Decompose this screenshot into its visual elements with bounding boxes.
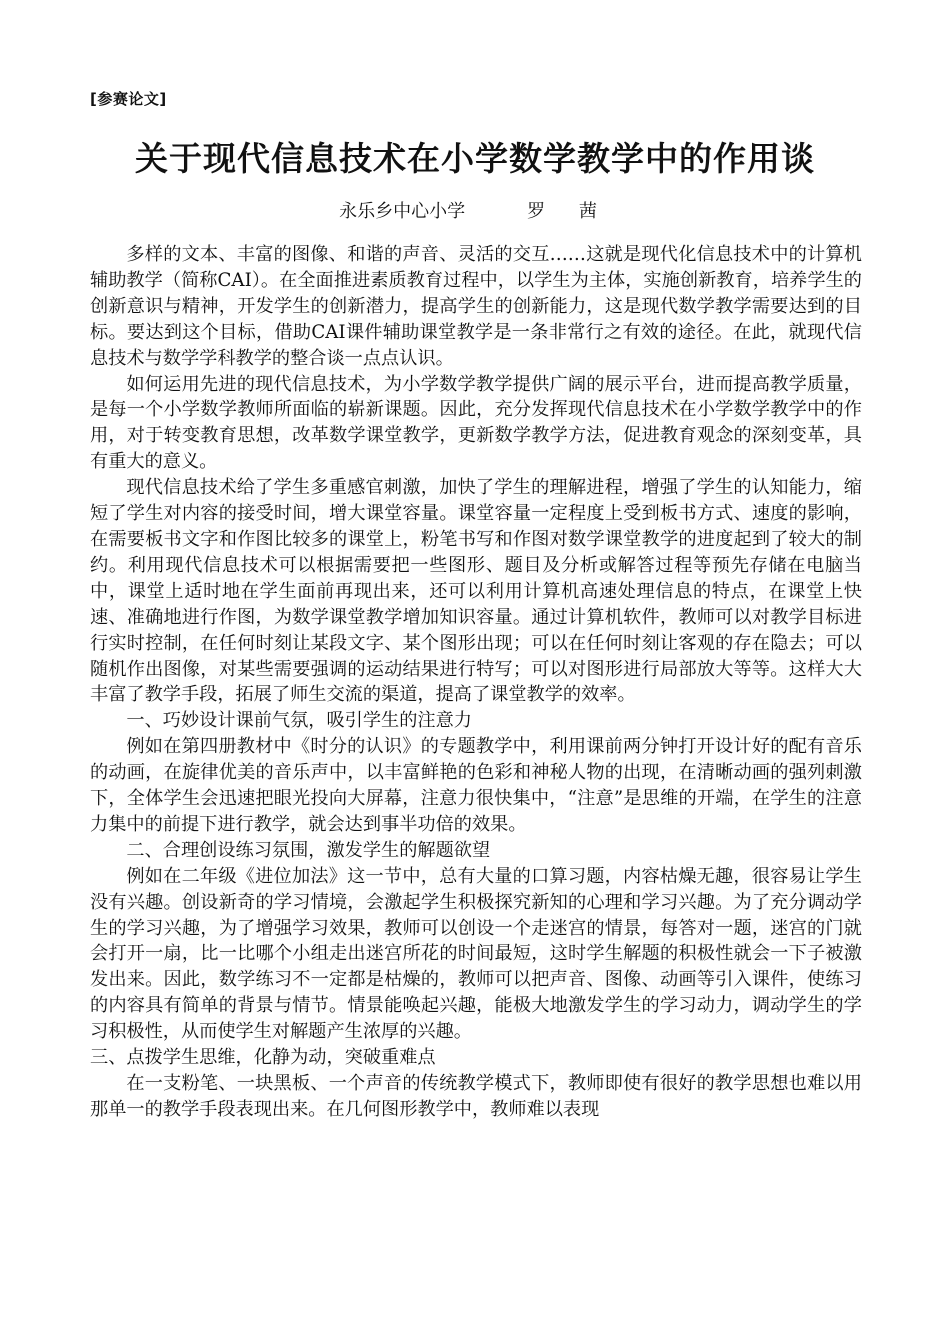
section-heading-3: 三、点拨学生思维，化静为动，突破重难点 (90, 1047, 436, 1069)
article-body (90, 242, 862, 1123)
paragraph-example-2: 例如在二年级《进位加法》这一节中，总有大量的口算习题，内容枯燥无趣，很容易让学生没有兴趣。创设新奇的学习情境，会激起学生积极探究新知的心理和学习兴趣。为了充分调动学生的学习兴趣，为了增强学习效果，教师可以创设一个走迷宫的情景，每答对一题，迷宫的门就会打开一扇，比一比哪个小组走出迷宫所花的时间最短，这时学生解题的积极性就会一下子被激发出来。因此，数学练习不一定都是枯燥的，教师可以把声音、图像、动画等引入课件，使练习的内容具有简单的背景与情节。情景能唤起兴趣，能极大地激发学生的学习动力，调动学生的学习积极性，从而使学生对解题产生浓厚的兴趣。 (90, 865, 862, 1043)
paragraph-capacity: 现代信息技术给了学生多重感官刺激，加快了学生的理解进程，增强了学生的认知能力，缩短了学生对内容的接受时间，增大课堂容量。课堂容量一定程度上受到板书方式、速度的影响，在需要板书文字和作图比较多的课堂上，粉笔书写和作图对数学课堂教学的进度起到了较大的制约。利用现代信息技术可以根据需要把一些图形、题目及分析或解答过程等预先存储在电脑当中，课堂上适时地在学生面前再现出来，还可以利用计算机高速处理信息的特点，在课堂上快速、准确地进行作图，为数学课堂教学增加知识容量。通过计算机软件，教师可以对教学目标进行实时控制，在任何时刻让某段文字、某个图形出现；可以在任何时刻让客观的存在隐去；可以随机作出图像，对某些需要强调的运动结果进行特写；可以对图形进行局部放大等等。这样大大丰富了教学手段，拓展了师生交流的渠道，提高了课堂教学的效率。 (90, 477, 862, 706)
section-heading-1: 一、巧妙设计课前气氛，吸引学生的注意力 (126, 710, 472, 732)
paragraph-intro: 多样的文本、丰富的图像、和谐的声音、灵活的交互……这就是现代化信息技术中的计算机辅助教学（简称CAI）。在全面推进素质教育过程中，以学生为主体，实施创新教育，培养学生的创新意识与精神，开发学生的创新潜力，提高学生的创新能力，这是现代数学教学需要达到的目标。要达到这个目标，借助CAI课件辅助课堂教学是一条非常行之有效的途径。在此，就现代信息技术与数学学科教学的整合谈一点点认识。 (90, 244, 862, 369)
byline (0, 197, 950, 223)
paragraph-example-3: 在一支粉笔、一块黑板、一个声音的传统教学模式下，教师即使有很好的教学思想也难以用那单一的教学手段表现出来。在几何图形教学中，教师难以表现 (90, 1073, 862, 1120)
paragraph-significance: 如何运用先进的现代信息技术，为小学数学教学提供广阔的展示平台，进而提高教学质量，是每一个小学数学教师所面临的崭新课题。因此，充分发挥现代信息技术在小学数学教学中的作用，对于转变教育思想，改革数学课堂教学，更新数学教学方法，促进教育观念的深刻变革，具有重大的意义。 (90, 373, 862, 473)
page-title: 关于现代信息技术在小学数学教学中的作用谈 (135, 139, 815, 178)
school-name: 永乐乡中心小学 (339, 201, 466, 222)
paper-category-tag: [参赛论文] (90, 90, 167, 108)
section-heading-2: 二、合理创设练习氛围，激发学生的解题欲望 (126, 839, 491, 861)
paragraph-example-1: 例如在第四册教材中《时分的认识》的专题教学中，利用课前两分钟打开设计好的配有音乐的动画，在旋律优美的音乐声中，以丰富鲜艳的色彩和神秘人物的出现，在清晰动画的强列刺激下，全体学生会迅速把眼光投向大屏幕，注意力很快集中，“注意”是思维的开端，在学生的注意力集中的前提下进行教学，就会达到事半功倍的效果。 (90, 736, 862, 835)
author-name: 罗 茜 (527, 201, 611, 222)
